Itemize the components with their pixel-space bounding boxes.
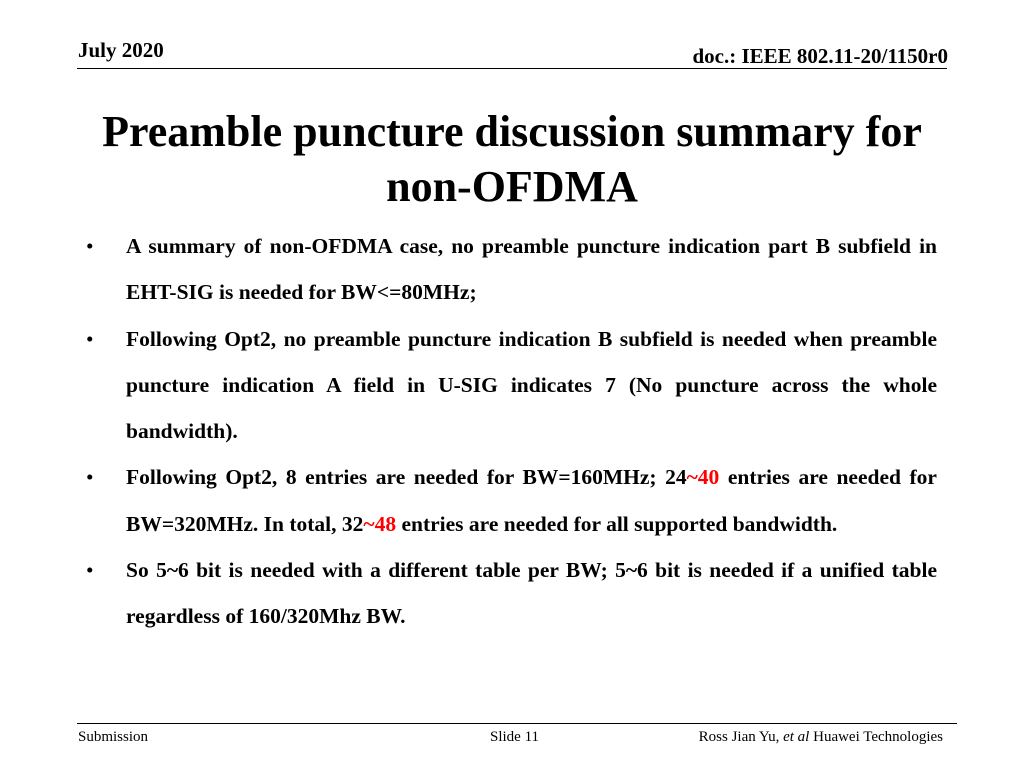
footer-slide-number: Slide 11 [490,729,540,745]
slide-title-line2: non-OFDMA [386,162,638,211]
bullet-red-range-2: ~48 [363,511,397,536]
bullet-marker: • [86,465,94,490]
header-rule [77,68,947,69]
footer-author [699,729,943,746]
bullet-item-2 [82,316,937,455]
bullet-list [82,223,937,640]
bullet-item-4 [82,547,937,640]
bullet-text-part3: entries are needed for all supported bandwidth. [396,511,838,536]
bullet-item-3 [82,454,937,547]
bullet-red-range-1: ~40 [686,465,720,490]
footer-author-org: Huawei Technologies [809,729,943,745]
footer-submission: Submission [78,729,149,745]
bullet-item-1 [82,223,937,316]
footer-rule [77,723,957,724]
bullet-text-part2: entries are needed for BW=320MHz. In total, 32 [126,465,937,536]
slide-title [70,104,954,214]
footer-author-name: Ross Jian Yu, [698,729,784,745]
bullet-text: A summary of non-OFDMA case, no preamble puncture indication part B subfield in EHT-SIG is needed for BW<=80MHz; [126,234,937,305]
header-doc-id: doc.: IEEE 802.11-20/1150r0 [692,44,948,68]
bullet-marker: • [86,558,94,583]
bullet-text: Following Opt2, no preamble puncture indication B subfield is needed when preamble puncture indication A field in U-SIG indicates 7 (No puncture across the whole bandwidth). [126,326,937,444]
slide-title-line1: Preamble puncture discussion summary for [102,107,922,156]
footer-author-etal: et al [783,729,810,745]
bullet-marker: • [86,234,94,258]
header-date: July 2020 [78,38,164,62]
bullet-text-part1: Following Opt2, 8 entries are needed for BW=160MHz; 24 [126,465,687,490]
bullet-text: So 5~6 bit is needed with a different table per BW; 5~6 bit is needed if a unified table regardless of 160/320Mhz BW. [126,558,937,629]
bullet-marker: • [86,326,94,351]
